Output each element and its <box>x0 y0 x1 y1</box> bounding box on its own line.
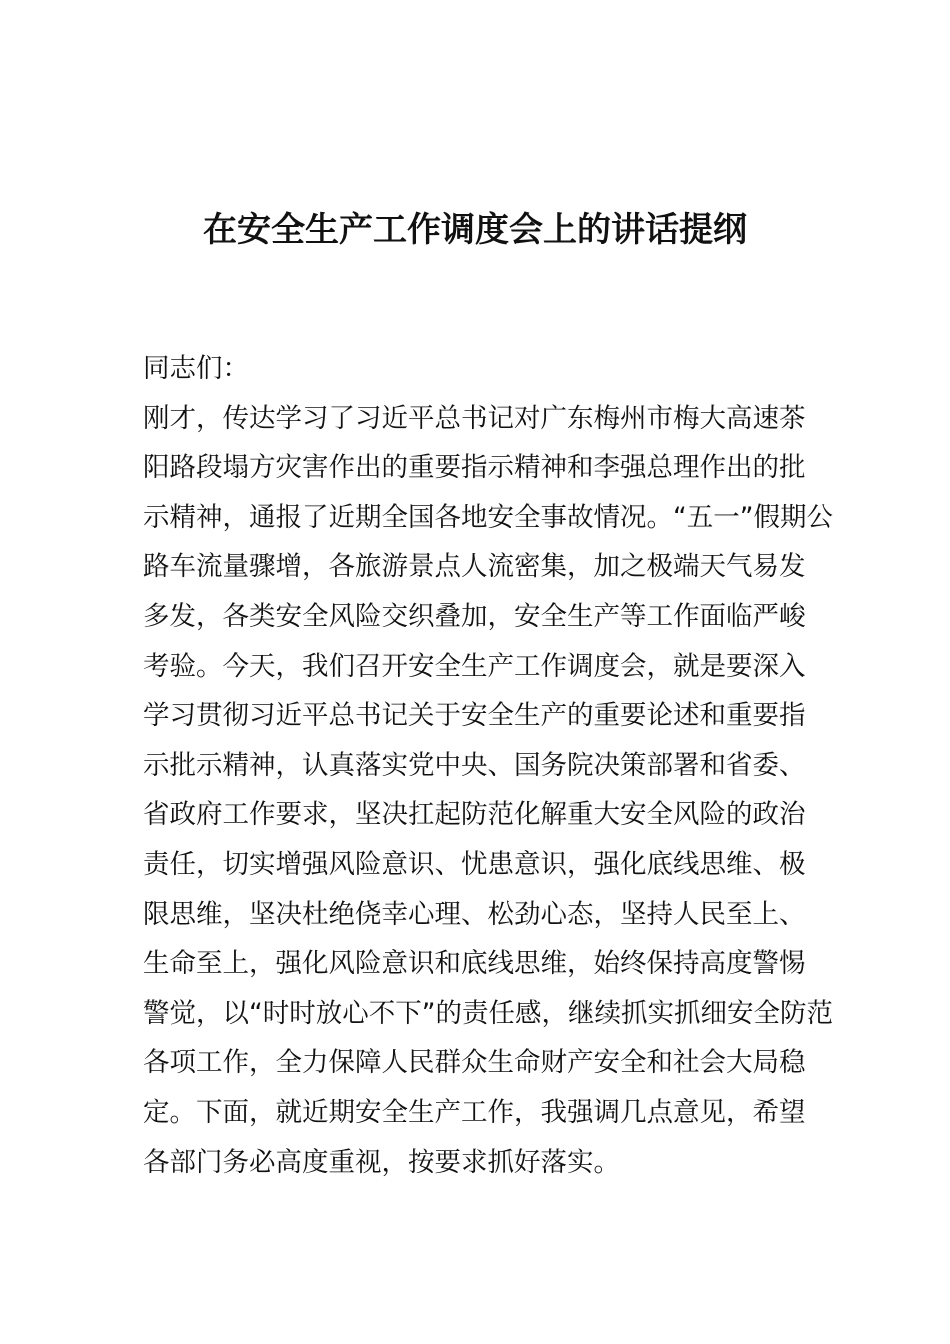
body-line: 多发，各类安全风险交织叠加，安全生产等工作面临严峻 <box>143 600 806 632</box>
body-line: 学习贯彻习近平总书记关于安全生产的重要论述和重要指 <box>143 700 806 732</box>
body-line: 各部门务必高度重视，按要求抓好落实。 <box>143 1146 620 1178</box>
body-line: 警觉，以“时时放心不下”的责任感，继续抓实抓细安全防范 <box>143 997 833 1029</box>
body-line: 省政府工作要求，坚决扛起防范化解重大安全风险的政治 <box>143 799 806 831</box>
body-line: 阳路段塌方灾害作出的重要指示精神和李强总理作出的批 <box>143 452 806 484</box>
body-line: 刚才，传达学习了习近平总书记对广东梅州市梅大高速茶 <box>143 402 806 434</box>
body-line: 定。下面，就近期安全生产工作，我强调几点意见，希望 <box>143 1096 806 1128</box>
salutation: 同志们： <box>143 353 249 384</box>
body-line: 考验。今天，我们召开安全生产工作调度会，就是要深入 <box>143 650 806 682</box>
body-line: 限思维，坚决杜绝侥幸心理、松劲心态，坚持人民至上、 <box>143 898 806 930</box>
body-line: 各项工作，全力保障人民群众生命财产安全和社会大局稳 <box>143 1047 806 1079</box>
document-title: 在安全生产工作调度会上的讲话提纲 <box>203 210 747 250</box>
document-body <box>143 344 833 1187</box>
body-line: 生命至上，强化风险意识和底线思维，始终保持高度警惕 <box>143 948 806 980</box>
body-line: 责任，切实增强风险意识、忧患意识，强化底线思维、极 <box>143 848 806 880</box>
body-line: 示批示精神，认真落实党中央、国务院决策部署和省委、 <box>143 749 806 781</box>
body-line: 示精神，通报了近期全国各地安全事故情况。“五一”假期公 <box>143 501 833 533</box>
body-line: 路车流量骤增，各旅游景点人流密集，加之极端天气易发 <box>143 551 806 583</box>
